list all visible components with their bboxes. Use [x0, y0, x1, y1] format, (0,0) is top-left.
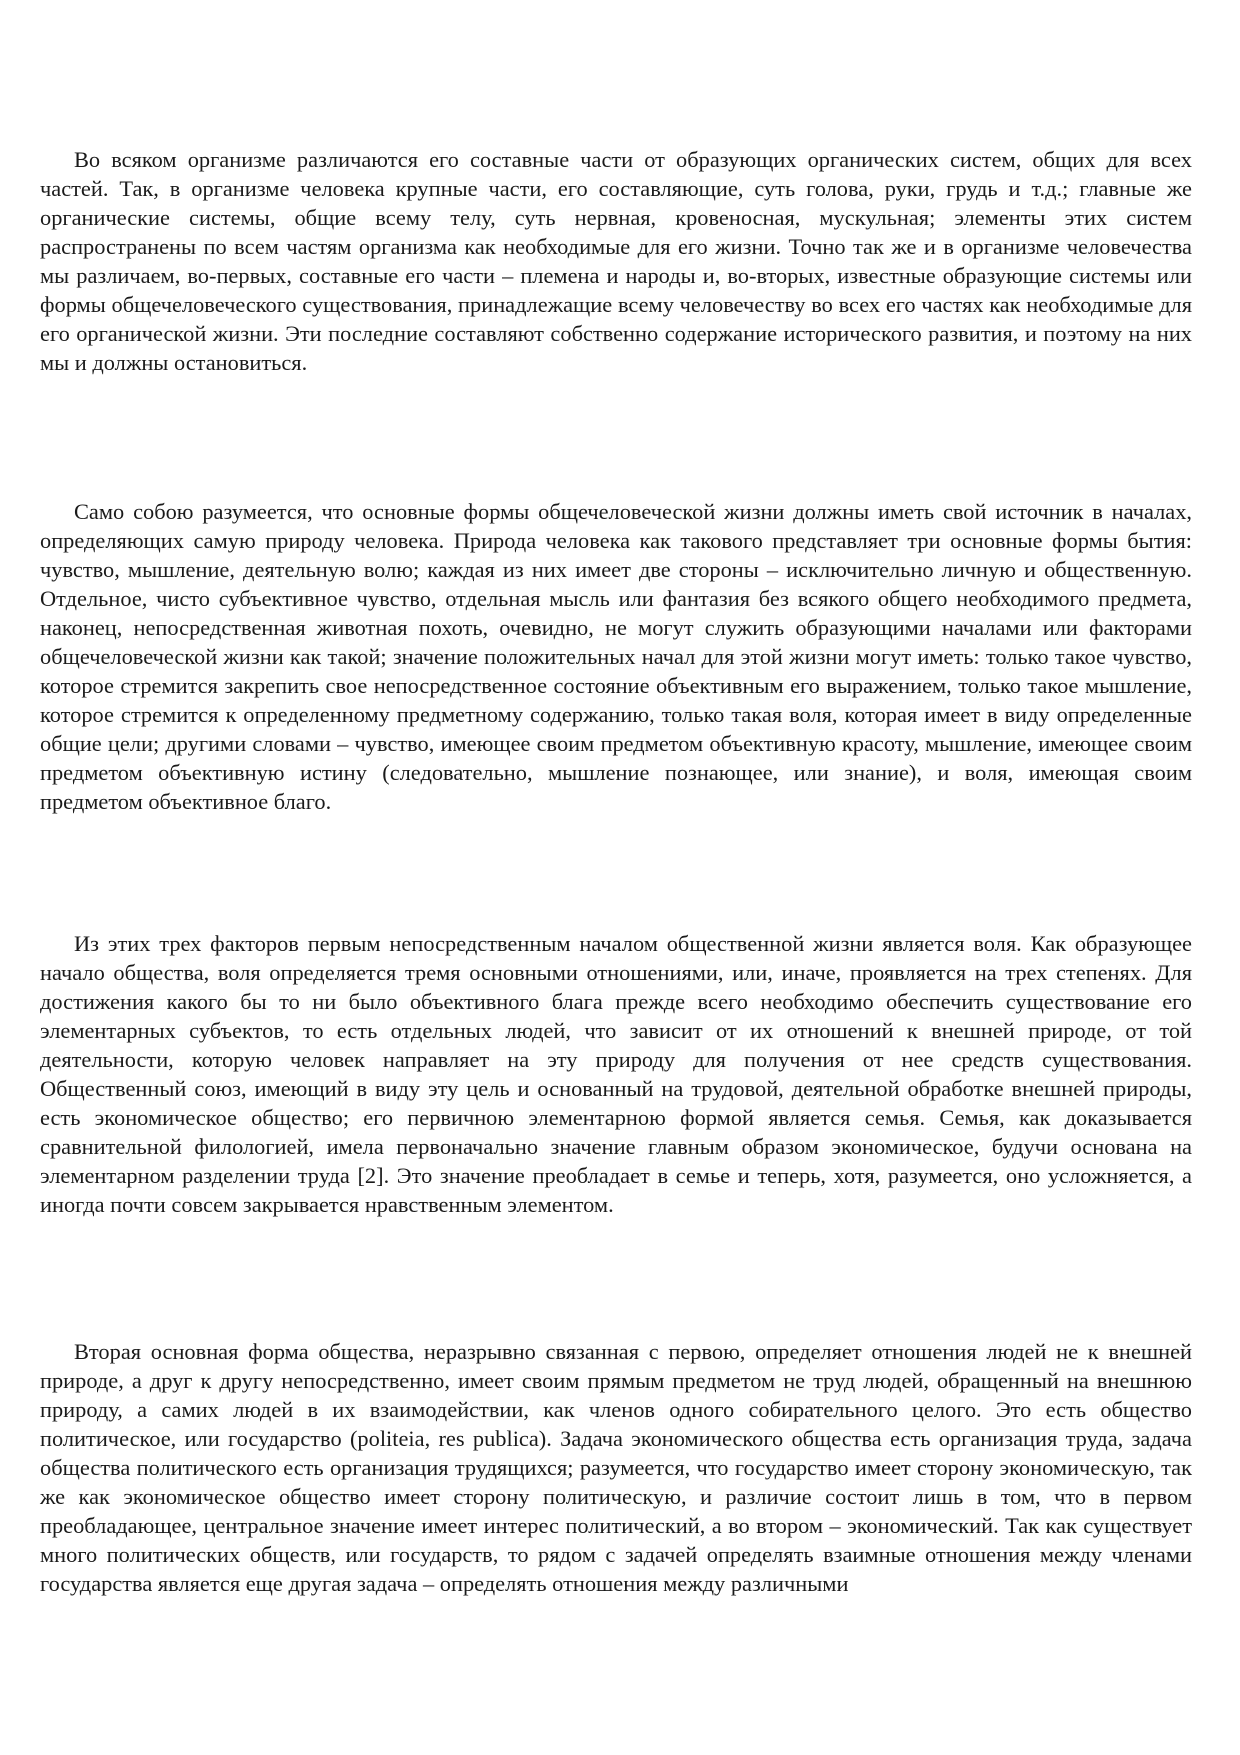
paragraph-organism-parts: Во всяком организме различаются его составные части от образующих органических систем, общих для всех частей. Так, в организме человека крупные части, его составляющие, суть голова, руки, грудь и т.д.; главные же органические системы, общие всему телу, суть нервная, кровеносная, мускульная; элементы этих систем распространены по всем частям организма как необходимые для его жизни. Точно так же и в организме человечества мы различаем, во-первых, составные его части – племена и народы и, во-вторых, известные образующие системы или формы общечеловеческого существования, принадлежащие всему человечеству во всех его частях как необходимые для его органической жизни. Эти последние составляют собственно содержание исторического развития, и поэтому на них мы и должны остановиться.: [40, 147, 1192, 375]
paragraph-political-society: Вторая основная форма общества, неразрывно связанная с первою, определяет отношения людей не к внешней природе, а друг к другу непосредственно, имеет своим прямым предметом не труд людей, обращенный на внешнюю природу, а самих людей в их взаимодействии, как членов одного собирательного целого. Это есть общество политическое, или государство (politeia, res publica). Задача экономического общества есть организация труда, задача общества политического есть организация трудящихся; разумеется, что государство имеет сторону экономическую, так же как экономическое общество имеет сторону политическую, и различие состоит лишь в том, что в первом преобладающее, центральное значение имеет интерес политический, а во втором – экономический. Так как существует много политических обществ, или государств, то рядом с задачей определять взаимные отношения между членами государства является еще другая задача – определять отношения между различными: [40, 1339, 1192, 1596]
paragraph-economic-society: Из этих трех факторов первым непосредственным началом общественной жизни является воля. Как образующее начало общества, воля определяется тремя основными отношениями, или, иначе, проявляется на трех степенях. Для достижения какого бы то ни было объективного блага прежде всего необходимо обеспечить существование его элементарных субъектов, то есть отдельных людей, что зависит от их отношений к внешней природе, от той деятельности, которую человек направляет на эту природу для получения от нее средств существования. Общественный союз, имеющий в виду эту цель и основанный на трудовой, деятельной обработке внешней природы, есть экономическое общество; его первичною элементарною формой является семья. Семья, как доказывается сравнительной филологией, имела первоначально значение главным образом экономическое, будучи основана на элементарном разделении труда [2]. Это значение преобладает в семье и теперь, хотя, разумеется, оно усложняется, а иногда почти совсем закрывается нравственным элементом.: [40, 931, 1192, 1217]
paragraph-forms-of-life: Само собою разумеется, что основные формы общечеловеческой жизни должны иметь свой источник в началах, определяющих самую природу человека. Природа человека как такового представляет три основные формы бытия: чувство, мышление, деятельную волю; каждая из них имеет две стороны – исключительно личную и общественную. Отдельное, чисто субъективное чувство, отдельная мысль или фантазия без всякого общего необходимого предмета, наконец, непосредственная животная похоть, очевидно, не могут служить образующими началами или факторами общечеловеческой жизни как такой; значение положительных начал для этой жизни могут иметь: только такое чувство, которое стремится закрепить свое непосредственное состояние объективным его выражением, только такое мышление, которое стремится к определенному предметному содержанию, только такая воля, которая имеет в виду определенные общие цели; другими словами – чувство, имеющее своим предметом объективную красоту, мышление, имеющее своим предметом объективную истину (следовательно, мышление познающее, или знание), и воля, имеющая своим предметом объективное благо.: [40, 499, 1192, 814]
